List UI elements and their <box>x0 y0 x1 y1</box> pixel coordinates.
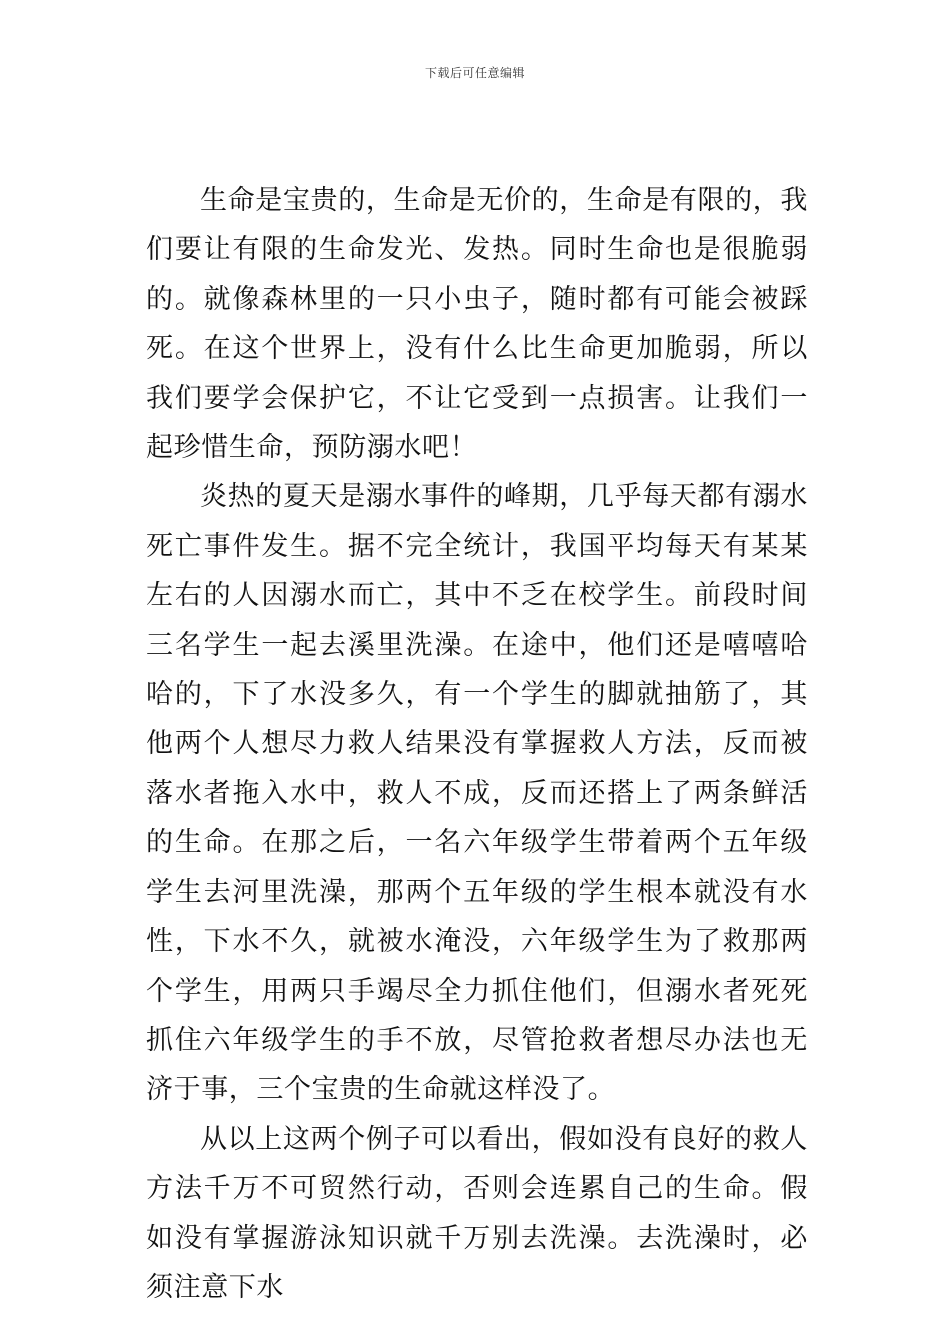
paragraph-3: 从以上这两个例子可以看出，假如没有良好的救人方法千万不可贸然行动，否则会连累自己的生命。假如没有掌握游泳知识就千万别去洗澡。去洗澡时，必须注意下水 <box>146 1123 808 1303</box>
header-note: 下载后可任意编辑 <box>424 66 525 80</box>
document-body <box>146 176 808 1312</box>
paragraph-1: 生命是宝贵的，生命是无价的，生命是有限的，我们要让有限的生命发光、发热。同时生命也是很脆弱的。就像森林里的一只小虫子，随时都有可能会被踩死。在这个世界上，没有什么比生命更加脆弱，所以我们要学会保护它，不让它受到一点损害。让我们一起珍惜生命，预防溺水吧！ <box>146 185 808 464</box>
paragraph-2: 炎热的夏天是溺水事件的峰期，几乎每天都有溺水死亡事件发生。据不完全统计，我国平均每天有某某左右的人因溺水而亡，其中不乏在校学生。前段时间三名学生一起去溪里洗澡。在途中，他们还是嘻嘻哈哈的，下了水没多久，有一个学生的脚就抽筋了，其他两个人想尽力救人结果没有掌握救人方法，反而被落水者拖入水中，救人不成，反而还搭上了两条鲜活的生命。在那之后，一名六年级学生带着两个五年级学生去河里洗澡，那两个五年级的学生根本就没有水性，下水不久，就被水淹没，六年级学生为了救那两个学生，用两只手竭尽全力抓住他们，但溺水者死死抓住六年级学生的手不放，尽管抢救者想尽办法也无济于事，三个宝贵的生命就这样没了。 <box>146 481 808 1106</box>
